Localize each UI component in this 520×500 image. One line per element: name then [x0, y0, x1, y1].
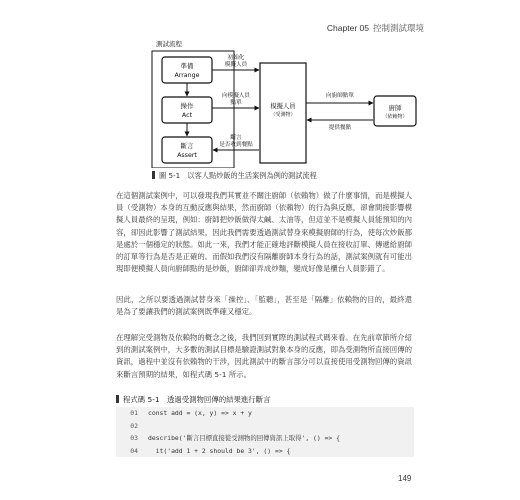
- arrow-chef-order-label: 向廚師點單: [326, 93, 354, 99]
- arrow-assert-label-2: 是否收到餐點: [219, 142, 253, 148]
- body-paragraph: 因此，之所以要透過測試替身來「操控」、「監聽」，甚至是「隔離」依賴物的目的，最終還是為了要讓我們的測試案例既準確又穩定。: [116, 295, 412, 317]
- act-label-zh: 操作: [180, 102, 194, 110]
- figure-caption: [152, 171, 317, 181]
- arrange-label-zh: 準備: [180, 62, 194, 70]
- arrow-order-label-1: 向模擬人員: [222, 93, 250, 99]
- code-listing-title-text: 程式碼 5-1 透過受測物回傳的結果進行斷言: [123, 395, 271, 404]
- assert-box: [162, 137, 212, 163]
- code-line: [116, 407, 414, 420]
- caption-marker: [152, 171, 155, 179]
- arrow-assert-label-1: 斷言: [230, 135, 242, 141]
- act-label-en: Act: [181, 112, 193, 119]
- arrange-box: [162, 57, 212, 83]
- chef-label: 廚師: [388, 104, 402, 112]
- chapter-heading: [327, 22, 424, 34]
- chef-sublabel: （依賴物）: [382, 114, 408, 120]
- code-text: describe('斷言目標直接從受測物的回傳資訊上取得', () => {: [148, 434, 340, 443]
- mock-person-box: [260, 63, 306, 163]
- mock-person-sublabel: （受測物）: [270, 112, 296, 118]
- chapter-number: Chapter 05: [326, 23, 369, 33]
- arrange-label-en: Arrange: [174, 72, 200, 79]
- page-header: [48, 10, 472, 32]
- arrow-order-label-2: 點單: [230, 100, 242, 106]
- test-flow-diagram: [150, 38, 440, 168]
- diagram-label: 測試流程: [156, 40, 182, 48]
- code-line: [116, 420, 414, 433]
- line-number: 02: [130, 421, 138, 430]
- act-box: [162, 97, 212, 123]
- arrow-init-label-2: 模擬人員: [224, 62, 248, 68]
- code-block: [116, 407, 414, 457]
- arrow-init-label-1: 初始化: [227, 55, 245, 61]
- chef-box: [374, 96, 416, 126]
- listing-marker: [116, 395, 119, 403]
- assert-label-zh: 斷言: [180, 142, 194, 150]
- body-paragraph: 在理解完受測物及依賴物的概念之後，我們回到實際的測試程式碼來看。在先前章節所介紹到的測試案例中，大多數的測試目標是驗證測試對象本身的反應，即為受測物所直接回傳的資訊，過程中並沒有依賴物的干涉，因此測試中的斷言部分可以直接使用受測物回傳的資訊來斷言預期的結果，如程式碼 5-1 所示。: [116, 333, 412, 379]
- code-listing-title: [116, 394, 270, 405]
- figure-caption-text: 圖 5-1 以客人點炒飯的生活案例為例的測試流程: [159, 171, 317, 180]
- code-line: [116, 432, 414, 445]
- line-number: 04: [130, 446, 138, 455]
- chapter-title: 控制測試環境: [372, 24, 424, 34]
- mock-person-label: 模擬人員: [270, 103, 296, 110]
- code-line: [116, 445, 414, 458]
- line-number: 01: [130, 409, 138, 417]
- page-number: 149: [398, 474, 412, 483]
- code-text: const add = (x, y) => x + y: [148, 409, 252, 417]
- assert-label-en: Assert: [177, 152, 197, 159]
- line-number: 03: [130, 434, 138, 443]
- arrow-serve-label: 提供餐點: [328, 125, 352, 131]
- code-text: it('add 1 + 2 should be 3', () => {: [148, 446, 291, 455]
- body-paragraph: 在這個測試案例中，可以發現我們其實並不關注廚師（依賴物）做了什麼事情，而是模擬人員（受測物）本身的互動反應與結果，然而廚師（依賴物）的行為與反應，卻會間接影響模擬人員最終的呈現，例如：廚師把炒飯做得太鹹、太油等，但這並不是模擬人員能預知的內容，卻因此影響了測試結果，因此我們需要透過測試替身來模擬廚師的行為，使每次炒飯都是處於一個穩定的狀態。如此一來，我們才能正確地評斷模擬人員在接收訂單、傳遞給廚師的訂單等行為是否是正確的。而假如我們沒有隔離廚師本身行為的話，測試案例就有可能出現即便模擬人員向廚師點的是炒飯，廚師卻弄成炒麵，變成好像是櫃台人員影錯了。: [116, 191, 412, 274]
